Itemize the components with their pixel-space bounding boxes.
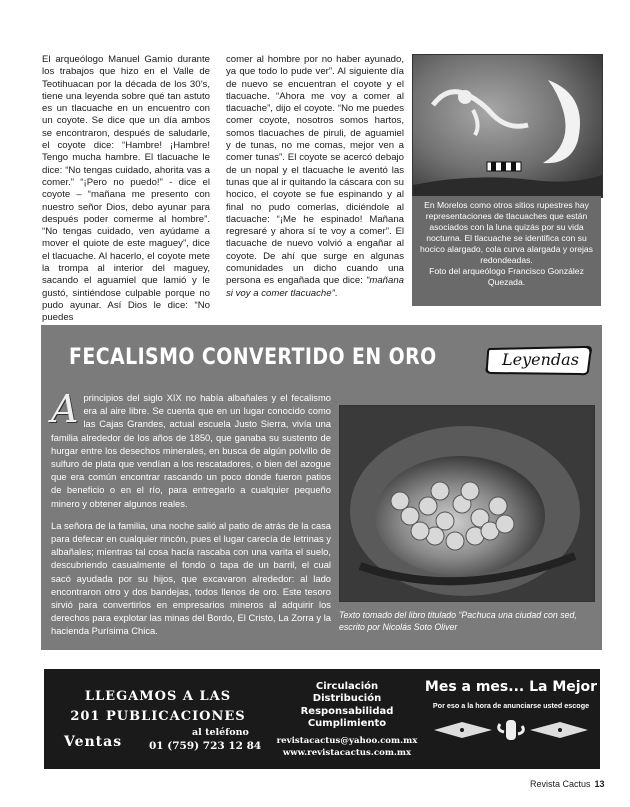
coins-caption: Texto tomado del libro titulado “Pachuca una ciudad con sed, escrito por Nicolás Soto Oliver (339, 610, 577, 632)
page-footer (530, 779, 605, 789)
rock-art-image (413, 55, 602, 197)
feature-title: FECALISMO CONVERTIDO EN ORO (69, 345, 437, 370)
ad-headline-line-2: 201 PUBLICACIONES (70, 709, 246, 724)
ad-sales-label: Ventas (64, 734, 123, 750)
page-number: 13 (594, 779, 605, 789)
feature-body (51, 387, 331, 647)
feature-paragraph-1-text: principios del siglo XIX no había albañales y el fecalismo era al aire libre. Se cuenta que en un lugar conocido como las Cajas Grandes, actual escuela Justo Sierra, vivía una familia alrededor de los años de 1850, que ganaba su sustento de hurgar entre los desechos minerales, en busca de algún polvillo de sulfuro de plata que vendían a los rescatadores, o bien del azogue que era común encontrar rascando un poco donde fueron patios de beneficio o en el río, para entregarlo a cualquier pequeño minero y obtener algunos reales. (51, 392, 331, 509)
ad-services-panel (272, 669, 422, 769)
coins-barrel-image (340, 406, 594, 601)
ad-service-item: Circulación (315, 681, 379, 692)
ad-service-item: Responsabilidad (300, 705, 394, 717)
rock-art-photo (412, 54, 603, 198)
ad-slogan: Mes a mes... La Mejor (424, 679, 598, 695)
photo-credit: Foto del arqueólogo Francisco González Quezada. (429, 266, 584, 287)
article-column-2-text: comer al hombre por no haber ayunado, ya que todo lo pude ver”. Al siguiente día de nuevo se encuentran el coyote y el tlacuache. “Ahora me voy a comer al tlacuache”, dijo el coyote. “No me puedes comer coyote, nosotros somos hartos, somos tlacuaches de piruli, de aguamiel y de tunas, no me comas, mejor ven a comer tunas”. El coyote se acercó debajo de un nopal y el tlacuache le aventó las tunas que al ir quitando la cáscara con su hocico, el coyote se fue espinando y al final no pudo comerlas, diciéndole al tlacuache: “¡Me he espinado! Mañana regresaré y ahora sí te voy a comer”. El tlacuache de nuevo volvió a engañar al coyote. De ahí que surge en algunas comunidades un dicho cuando una persona es engañada que dice: (226, 54, 404, 287)
ad-services-list (272, 681, 422, 731)
gold-coins-photo (339, 405, 595, 602)
legend-feature-box (41, 325, 602, 650)
ad-slogan-panel (422, 669, 600, 769)
ad-website: www.revistacactus.com.mx (282, 748, 412, 758)
cactus-logo-icon (432, 718, 590, 742)
leyendas-label: Leyendas (502, 350, 579, 369)
magazine-name: Revista Cactus (530, 779, 591, 789)
advertisement-banner (44, 669, 600, 769)
ad-service-item: Distribución (312, 693, 382, 705)
rock-art-caption-text: En Morelos como otros sitios rupestres hay representaciones de tlacuaches que están asociados con la luna quizás por su vida nocturna. El tlacuache se identifica con su hocico alargado, cola curva alargada y orejas redondeadas. (420, 200, 593, 265)
ad-headline-line-1: LLEGAMOS A LAS (84, 689, 232, 704)
ad-service-item: Cumplimiento (307, 718, 387, 730)
feature-paragraph-2: La señora de la familia, una noche salió al patio de atrás de la casa para defecar en cualquier rincón, pues el lugar carecía de letrinas y albañales; mientras tal cosa hacía rascaba con una varita el suelo, descubriendo casualmente el fondo o tapa de un barril, el cual sacó ayudada por su hijos, que excavaron alrededor: al lado encontraron otro y dos bandejas, todos llenos de oro. Este tesoro sirvió para convertirlos en empresarios mineros al adquirir los derechos para explotar las minas del Bordo, El Cristo, La Zorra y la hacienda Purísima Chica. (51, 519, 331, 637)
ad-email: revistacactus@yahoo.com.mx (276, 736, 418, 746)
article-column-1-text: El arqueólogo Manuel Gamio durante los trabajos que hizo en el Valle de Teotihuacan por la década de los 30’s, tiene una leyenda sobre qué tan astuto es un tlacuache en un encuentro con un coyote. Se dice que un día ambos se encontraron, después de saludarle, el coyote dice: “Hambre! ¡Hambre! Tengo mucha hambre. El tlacuache le dice: “No tengas cuidado, ahorita vas a comer.” “¡Pero no puedo!” - dice el coyote – “mañana me presento con nuestro señor Dios, debo ayunar para después poder comerme al hombre”. “No tengas cuidado, ven ayúdame a mover el quiote de este maguey”, dice el tlacuache. Al hacerlo, el coyote mete la trompa al interior del maguey, sacando el aguamiel que lamió y le gustó, sintiéndose culpable porque no pudo ayunar. Así Dios le dice: “No puedes (42, 54, 210, 324)
article-quote: “mañana si voy a comer tlacuache” (226, 275, 405, 299)
ad-phone-label: al teléfono (192, 727, 249, 738)
ad-phone-number: 01 (759) 723 12 84 (149, 740, 262, 752)
feature-paragraph-1 (51, 387, 331, 510)
leyendas-badge (484, 343, 594, 377)
ad-publications-panel (44, 669, 272, 769)
article-column-2 (226, 54, 404, 300)
drop-cap: A (51, 387, 79, 431)
article-column-2-end: . (334, 287, 338, 299)
ad-tagline: Por eso a la hora de anunciarse usted escoge (432, 701, 590, 710)
rock-art-caption (412, 196, 601, 306)
article-column-1 (42, 54, 210, 325)
ad-headline (44, 687, 272, 727)
